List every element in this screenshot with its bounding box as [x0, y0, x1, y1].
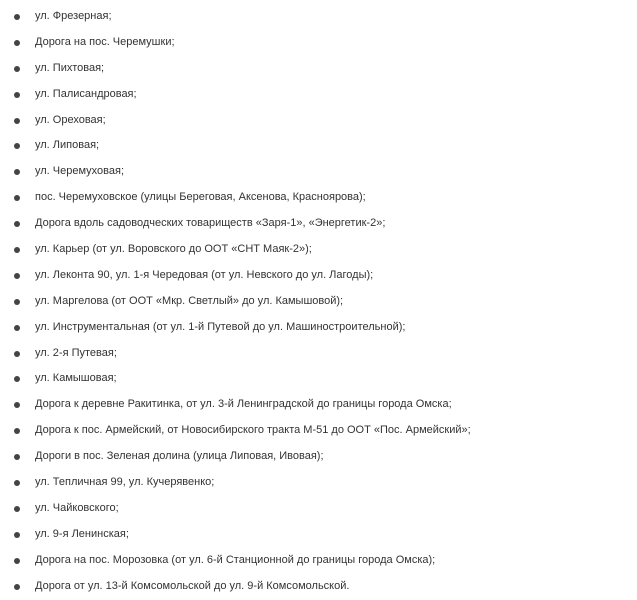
list-item-text: ул. 2-я Путевая; — [35, 346, 117, 359]
list-item — [0, 4, 637, 30]
list-item — [0, 315, 637, 341]
list-item — [0, 211, 637, 237]
list-item-text: Дорога на пос. Черемушки; — [35, 35, 175, 48]
bullet-icon — [14, 40, 20, 46]
list-item-text: Дорога на пос. Морозовка (от ул. 6-й Станционной до границы города Омска); — [35, 553, 436, 566]
bullet-icon — [14, 402, 20, 408]
bullet-icon — [14, 299, 20, 305]
list-item — [0, 263, 637, 289]
list-item-text: ул. Ореховая; — [35, 113, 106, 126]
list-item-text: ул. Липовая; — [35, 139, 100, 152]
list-item-text: ул. Инструментальная (от ул. 1-й Путевой до ул. Машиностроительной); — [35, 320, 406, 333]
list-item — [0, 496, 637, 522]
bullet-icon — [14, 454, 20, 460]
list-item — [0, 289, 637, 315]
list-item — [0, 574, 637, 600]
list-item — [0, 237, 637, 263]
list-item-text: ул. 9-я Ленинская; — [35, 527, 129, 540]
bullet-icon — [14, 506, 20, 512]
bullet-icon — [14, 532, 20, 538]
list-item-text: ул. Пихтовая; — [35, 61, 105, 74]
list-item — [0, 108, 637, 134]
bullet-icon — [14, 143, 20, 149]
bullet-icon — [14, 66, 20, 72]
list-item — [0, 548, 637, 574]
bullet-icon — [14, 195, 20, 201]
bullet-icon — [14, 428, 20, 434]
list-item-text: ул. Карьер (от ул. Воровского до ООТ «СНТ Маяк-2»); — [35, 243, 312, 256]
bullet-icon — [14, 118, 20, 124]
bullet-icon — [14, 584, 20, 590]
list-item-text: ул. Чайковского; — [35, 501, 119, 514]
bullet-icon — [14, 14, 20, 20]
list-item — [0, 444, 637, 470]
bullet-icon — [14, 351, 20, 357]
list-item-text: ул. Тепличная 99, ул. Кучерявенко; — [35, 476, 215, 489]
list-item-text: ул. Камышовая; — [35, 372, 117, 385]
list-item — [0, 159, 637, 185]
bullet-icon — [14, 480, 20, 486]
bullet-icon — [14, 92, 20, 98]
list-item — [0, 133, 637, 159]
list-item — [0, 522, 637, 548]
bullet-icon — [14, 325, 20, 331]
list-item-text: Дороги в пос. Зеленая долина (улица Липовая, Ивовая); — [35, 450, 324, 463]
list-item — [0, 392, 637, 418]
list-item — [0, 82, 637, 108]
list-item-text: Дорога вдоль садоводческих товариществ «Заря-1», «Энергетик-2»; — [35, 217, 386, 230]
list-item — [0, 366, 637, 392]
list-item — [0, 470, 637, 496]
bullet-icon — [14, 273, 20, 279]
list-item-text: Дорога от ул. 13-й Комсомольской до ул. 9-й Комсомольской. — [35, 579, 350, 592]
bullet-icon — [14, 247, 20, 253]
list-item-text: ул. Маргелова (от ООТ «Мкр. Светлый» до ул. Камышовой); — [35, 294, 344, 307]
list-item — [0, 418, 637, 444]
bullet-icon — [14, 169, 20, 175]
list-item-text: ул. Леконта 90, ул. 1-я Чередовая (от ул. Невского до ул. Лагоды); — [35, 268, 374, 281]
list-item — [0, 56, 637, 82]
bullet-icon — [14, 221, 20, 227]
list-item — [0, 30, 637, 56]
list-item — [0, 185, 637, 211]
list-item-text: Дорога к деревне Ракитинка, от ул. 3-й Ленинградской до границы города Омска; — [35, 398, 452, 411]
list-item-text: ул. Черемуховая; — [35, 165, 125, 178]
list-item-text: Дорога к пос. Армейский, от Новосибирского тракта М-51 до ООТ «Пос. Армейский»; — [35, 424, 471, 437]
list-item — [0, 341, 637, 367]
list-item-text: ул. Палисандровая; — [35, 87, 137, 100]
list-item-text: ул. Фрезерная; — [35, 10, 112, 22]
bullet-icon — [14, 558, 20, 564]
bullet-icon — [14, 376, 20, 382]
list-item-text: пос. Черемуховское (улицы Береговая, Аксенова, Красноярова); — [35, 191, 366, 204]
